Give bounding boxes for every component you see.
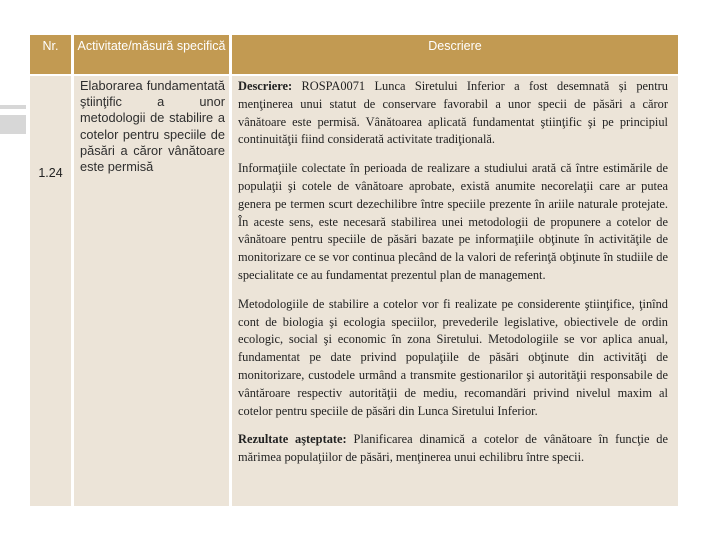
description-paragraph: Informaţiile colectate în perioada de realizare a studiului arată că între estimările de populaţii şi cotele de vânătoare aprobate, există anumite necorelaţii care ar putea genera pe termen scurt dezechilibre între speciile prezente în ariile naturale protejate. În aceste sens, este necesară stabilirea unei metodologii de propunere a cotelor de vânătoare pentru speciile de păsări bazate pe informaţiile obţinute în activităţile de monitorizare ce se vor continua plecând de la valori de referinţă obţinute în studiile de specialitate ce au fundamentat prezentul plan de management. — [238, 161, 668, 282]
cell-number — [30, 76, 71, 506]
expected-results: Rezultate aşteptate: Planificarea dinamică a cotelor de vânătoare în funcţie de mărimea populaţiilor de păsări, menţinerea unui echilibru între specii. — [238, 432, 669, 465]
activity-table — [30, 35, 678, 506]
description-paragraph: Metodologiile de stabilire a cotelor vor fi realizate pe considerente ştiinţifice, ţinînd cont de biologia şi ecologia speciilor, prevederile legislative, obiectivele de ordin ecologic, social şi economic în zona Siretului. Metodologiile se vor aplica anual, fundamentat pe date privind populaţiile de păsări obţinute din activităţi de monitorizare, custodele urmând a transmite gestionarilor şi autorităţii responsabile de vântăroare respectiv autorităţii de mediu, recomandări privind nivelul maxim al cotelor pentru speciile de păsări din Lunca Siretului Inferior. — [238, 296, 668, 418]
activity-text: Elaborarea fundamentată ştiinţific a unor metodologii de stabilire a cotelor pentru speciile de păsări a căror vânătoare este permisă — [80, 78, 225, 175]
results-label: Rezultate aşteptate: — [238, 432, 347, 447]
header-activity: Activitate/măsură specifică — [74, 35, 229, 74]
description-paragraph: Descriere: ROSPA0071 Lunca Siretului Inferior a fost desemnată și pentru menţinerea unui statut de conservare favorabil a unor specii de păsări a căror vânătoare este permisă. Vânătoarea aplicată fundamentat ştiinţific şi pe principiul continuităţii fiind considerată activitate tradiţională. — [238, 79, 668, 147]
row-number: 1.24 — [38, 166, 63, 180]
header-nr: Nr. — [30, 35, 71, 74]
cell-description — [232, 76, 678, 506]
cell-activity — [74, 76, 229, 506]
description-label: Descriere: — [238, 79, 293, 93]
header-description: Descriere — [232, 35, 678, 74]
decorative-bar — [0, 105, 26, 109]
decorative-bar — [0, 115, 26, 134]
description-text — [238, 78, 668, 478]
